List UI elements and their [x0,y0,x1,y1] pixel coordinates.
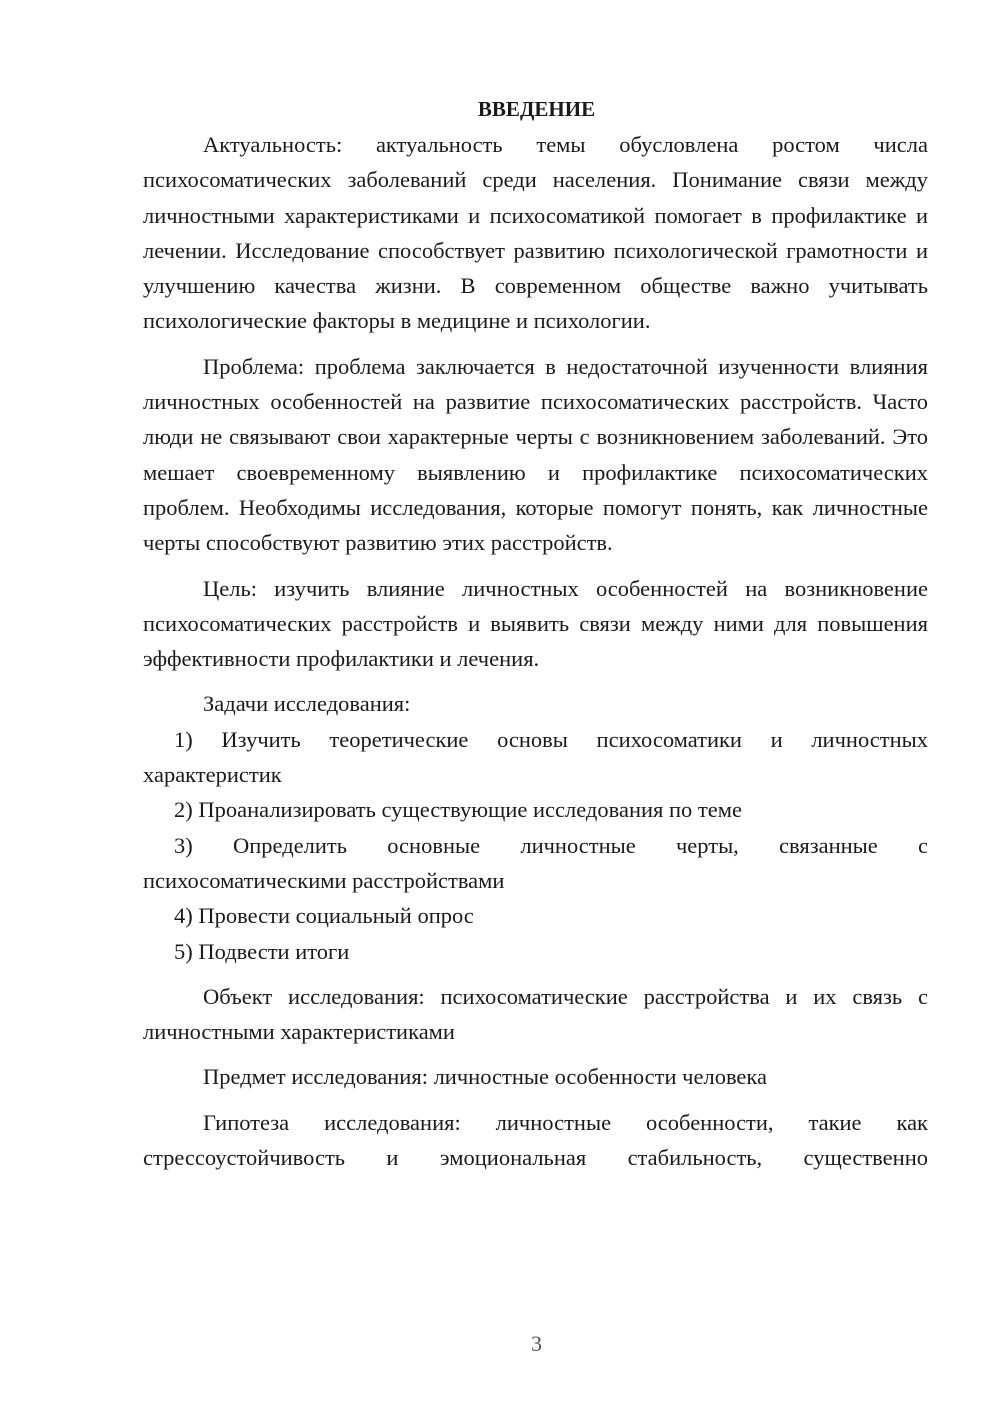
paragraph-subject: Предмет исследования: личностные особенности человека [203,1064,767,1090]
tasks-title: Задачи исследования: [203,691,411,717]
task-item-4: 4) Провести социальный опрос [174,903,474,929]
paragraph-problem: Проблема: проблема заключается в недостаточной изученности влияния личностных особенностей на развитие психосоматических расстройств. Часто люди не связывают свои характерные черты с возникновением заболеваний. Это мешает своевременному выявлению и профилактике психосоматических проблем. Необходимы исследования, которые помогут понять, как личностные черты способствуют развитию этих расстройств. [143,353,928,556]
task-item-1: 1) Изучить теоретические основы психосоматики и личностных характеристик [143,726,928,788]
document-page [143,92,928,1175]
task-item-3: 3) Определить основные личностные черты, связанные с психосоматическими расстройствами [143,832,928,893]
section-heading: ВВЕДЕНИЕ [477,97,596,121]
paragraph-relevance: Актуальность: актуальность темы обусловлена ростом числа психосоматических заболеваний среди населения. Понимание связи между личностными характеристиками и психосоматикой помогает в профилактике и лечении. Исследование способствует развитию психологической грамотности и улучшению качества жизни. В современном обществе важно учитывать психологические факторы в медицине и психологии. [143,132,928,334]
paragraph-hypothesis: Гипотеза исследования: личностные особенности, такие как стрессоустойчивость и эмоциональная стабильность, существенно [143,1109,928,1171]
page-number: 3 [531,1331,542,1356]
paragraph-object: Объект исследования: психосоматические расстройства и их связь с личностными характеристиками [143,983,928,1045]
task-item-5: 5) Подвести итоги [174,938,350,964]
task-item-2: 2) Проанализировать существующие исследования по теме [174,797,742,823]
paragraph-goal: Цель: изучить влияние личностных особенностей на возникновение психосоматических расстройств и выявить связи между ними для повышения эффективности профилактики и лечения. [143,575,928,672]
